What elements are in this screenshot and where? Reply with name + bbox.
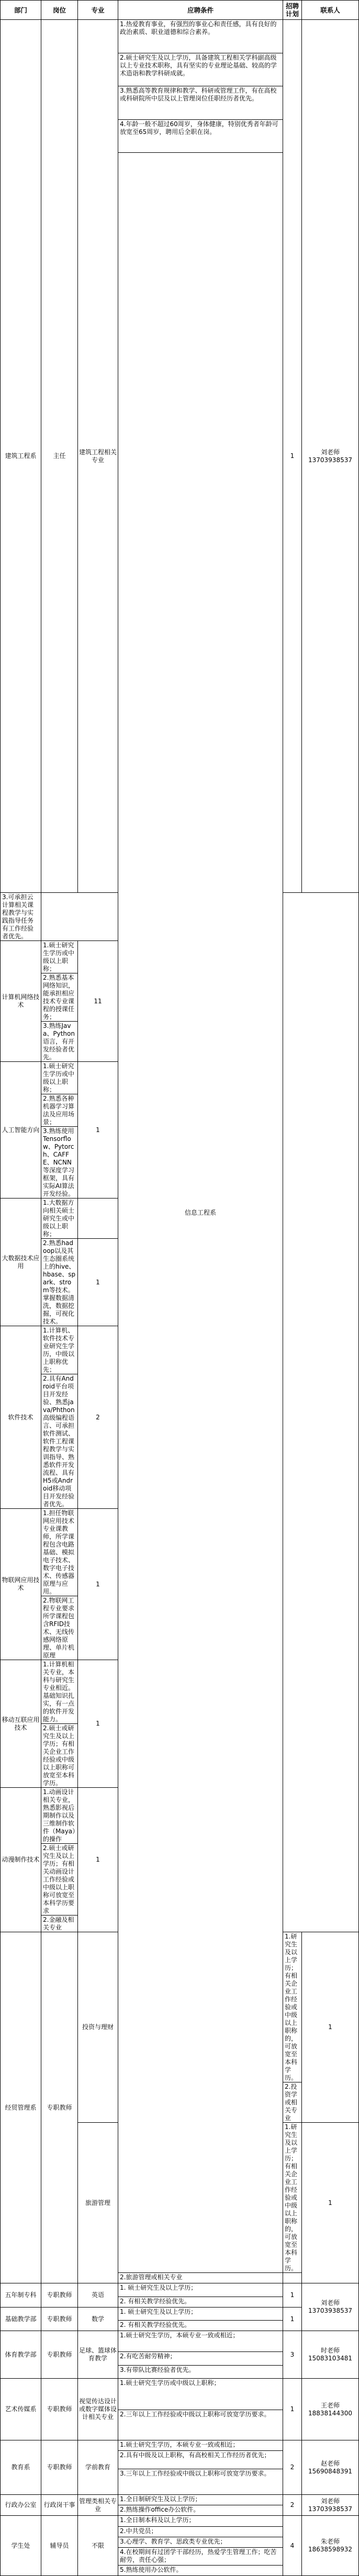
contact-name: 王老师 [320, 2401, 340, 2409]
condition-cell: 2.熟悉hadoop以及其生态圈系统上的hive、hbase、spark、strom等技术。掌握数据清洗，数据挖掘，可视化技术。 [41, 1239, 78, 1326]
condition-cell: 2.硕士或研究生及以上学历；有相关企业工作经验或中级以上职称可放宽至本科学历。 [41, 1724, 78, 1788]
post-cell: 专职教师 [41, 2308, 78, 2331]
contact-cell [302, 2440, 359, 2495]
major-cell: 管理类相关专业 [78, 2495, 118, 2516]
table-row [1, 2331, 359, 2352]
condition-cell: 5.熟练使用办公软件。 [118, 2566, 283, 2576]
condition-cell: 1.热爱教育事业，有强烈的事业心和责任感，具有良好的政治素质、职业道德和综合素养。 [118, 20, 283, 53]
condition-cell: 3.三年以上工作经验或中级以上职称可放宽学历要求。 [118, 2469, 283, 2495]
post-cell: 辅导员 [41, 2516, 78, 2576]
header-count: 招聘计划 [283, 1, 302, 20]
contact-phone: 18638598932 [308, 2546, 352, 2553]
contact-phone: 13703938537 [308, 456, 352, 464]
dept-cell: 体育教学部 [1, 2331, 41, 2379]
condition-cell: 4.在校期间有过团学干部经历，热爱学生管理工作；吃苦耐劳，责任心强； [118, 2548, 283, 2566]
major-cell: 英语 [78, 2283, 118, 2308]
condition-cell: 1.计算机相关专业，本科与研究生专业相近。基础知识扎实，有一点的软件开发能力。 [41, 1660, 78, 1724]
table-row [1, 2283, 359, 2297]
condition-cell: 3.熟练使用Tensorflow、Pytorch、CAFFE、NCNN等深度学习框架，具有实际AI算法开发经验。 [41, 1127, 78, 1199]
condition-cell: 3.熟悉高等教育规律和教学、科研或管理工作，有在高校或科研院所中层及以上管理岗位任职经历者优先。 [118, 86, 283, 120]
condition-cell: 2.具有中级及以上职称，有高校相关工作经历者优先； [118, 2451, 283, 2469]
count-cell: 1 [78, 1660, 118, 1788]
condition-cell: 1.硕士研究生学历或中级以上职称； [41, 1062, 78, 1094]
condition-cell: 1.硕士研究生学历，本硕专业一致或相近； [118, 2440, 283, 2451]
condition-cell: 2.三年以上工作经验或中级以上职称可放宽学历要求。 [118, 2410, 283, 2440]
count-cell: 11 [78, 941, 118, 1062]
major-cell: 移动互联应用技术 [1, 1660, 41, 1788]
condition-cell: 3.有带队比赛经验者优先。 [118, 2366, 283, 2379]
condition-cell: 2.物联网工程专业要求所学课程包含RFID技术、无线传感网络原理、单片机原理 [41, 1596, 78, 1660]
table-row [1, 2495, 359, 2505]
contact-cell [302, 2516, 359, 2576]
condition-cell: 2.中共党员； [118, 2527, 283, 2537]
contact-cell [302, 2283, 359, 2331]
major-cell: 大数据技术应用 [1, 1199, 41, 1326]
count-cell: 1 [302, 2123, 359, 2283]
contact-phone: 15083103481 [308, 2355, 352, 2362]
condition-cell: 2.投资学或相关专业 [283, 2082, 302, 2123]
header-cond: 应聘条件 [118, 1, 283, 20]
contact-phone: 13703938537 [308, 2505, 352, 2513]
condition-cell: 1.大数据方向相关硕士研究生或中级以上职称； [41, 1199, 78, 1239]
table-row [1, 2379, 359, 2410]
condition-cell: 1.担任物联网应用技术专业课教师，所学课程包含电路基础、模拟电子技术、数字电子技术、传感器原理与应用。 [41, 1509, 78, 1596]
condition-cell: 1.研究生及以上学历；有相关企业工作经验或中级以上职称的，可放宽至本科学历。 [283, 1932, 302, 2082]
condition-cell: 2.旅游管理或相关专业 [118, 2273, 283, 2283]
dept-cell: 艺术传媒系 [1, 2379, 41, 2440]
dept-cell: 学生处 [1, 2516, 41, 2576]
major-cell: 建筑工程相关专业 [78, 20, 118, 893]
condition-cell: 4.年龄一般不超过60周岁，身体健康，特别优秀者年龄可放宽至65周岁，聘用后全职在岗。 [118, 120, 283, 153]
major-cell: 足球、篮球体育教学 [78, 2331, 118, 2379]
condition-cell: 2.硕士研究生及以上学历，具备建筑工程相关学科副高级以上专业技术职称，具有坚实的专业理论基础、较高的学术造诣和教学科研成就。 [118, 53, 283, 86]
major-cell: 视觉传达设计或数字媒体设计相关专业 [78, 2379, 118, 2440]
header-row [1, 1, 359, 20]
condition-cell: 2.熟悉各种机器学习算法及应用场景； [41, 1094, 78, 1127]
contact-name: 朱老师 [320, 2538, 340, 2545]
contact-name: 刘老师 [320, 2497, 340, 2505]
header-post: 岗位 [41, 1, 78, 20]
count-cell: 2 [283, 2495, 302, 2516]
post-cell: 专职教师 [41, 2440, 78, 2495]
count-cell: 3 [283, 2331, 302, 2379]
dept-cell: 基础教学部 [1, 2308, 41, 2331]
dept-cell: 教育系 [1, 2440, 41, 2495]
dept-cell: 五年制专科 [1, 2283, 41, 2308]
count-cell: 1 [78, 1788, 118, 1932]
contact-name: 时老师 [320, 2347, 340, 2354]
dept-cell: 建筑工程系 [1, 20, 41, 893]
table-row [1, 20, 359, 53]
contact-phone: 13703938537 [308, 2307, 352, 2314]
contact-cell [302, 2331, 359, 2379]
contact-cell [302, 2379, 359, 2440]
table-row [1, 2516, 359, 2527]
condition-cell: 2. 有相关教学经验优先。 [118, 2321, 283, 2331]
count-cell: 4 [283, 2516, 302, 2576]
contact-phone: 15690848391 [308, 2467, 352, 2475]
count-cell: 2 [78, 1326, 118, 1509]
condition-cell: 2.熟练操作office办公软件。 [118, 2505, 283, 2516]
dept-cell: 信息工程系 [118, 153, 283, 2273]
post-cell: 专职教师 [41, 1932, 78, 2283]
condition-cell: 1.研究生及以上学历；有相关企业工作经验或中级以上职称的，可放宽至本科学历。 [283, 2123, 302, 2273]
major-cell: 学前教育 [78, 2440, 118, 2495]
condition-cell: 1.硕士研究生学历或中级以上职称； [41, 941, 78, 973]
condition-cell: 1.计算机、软件技术专业研究生学历，中级以上职称优先； [41, 1326, 78, 1374]
major-cell: 投资与理财 [78, 1932, 118, 2123]
count-cell: 1 [78, 1062, 118, 1199]
condition-cell: 3.可承担云计算相关课程教学与实践指导任务有工作经验者优先。 [1, 893, 41, 941]
condition-cell: 3.心理学、教育学、思政类专业优先； [118, 2537, 283, 2548]
major-cell: 数学 [78, 2308, 118, 2331]
contact-phone: 18838144300 [308, 2409, 352, 2417]
dept-cell: 行政办公室 [1, 2495, 41, 2516]
count-cell: 2 [283, 2440, 302, 2495]
major-cell: 不限 [78, 2516, 118, 2576]
header-dept: 部门 [1, 1, 41, 20]
condition-cell: 1.硕士研究生学历，本硕专业一致或相近； [118, 2331, 283, 2352]
count-cell: 1 [283, 2379, 302, 2440]
table-row [1, 2440, 359, 2451]
count-cell: 1 [78, 1509, 118, 1660]
post-cell: 专职教师 [41, 2379, 78, 2440]
major-cell: 人工智能方向 [1, 1062, 41, 1199]
count-cell: 1 [283, 2308, 302, 2331]
condition-cell: 1.硕士研究生学历或中级以上职称； [118, 2379, 283, 2410]
condition-cell: 3.熟练Java、Python语言，有开发经验者优先。 [41, 1022, 78, 1062]
count-cell: 1 [283, 2283, 302, 2308]
contact-name: 刘老师 [320, 448, 340, 456]
major-cell: 动漫制作技术 [1, 1788, 41, 1932]
post-cell: 主任 [41, 20, 78, 893]
contact-cell [302, 20, 359, 893]
condition-cell: 1.全日制研究生及以上学历； [118, 2495, 283, 2505]
condition-cell: 2.有吃苦耐劳精神； [118, 2352, 283, 2366]
post-cell: 专职教师 [41, 2283, 78, 2308]
condition-cell: 2. 有相关教学经验优先。 [118, 2297, 283, 2308]
major-cell: 软件技术 [1, 1326, 41, 1509]
contact-cell [302, 2495, 359, 2516]
major-cell: 计算机网络技术 [1, 941, 41, 1062]
post-cell: 专职教师 [41, 2331, 78, 2379]
condition-cell: 1. 硕士研究生及以上学历； [118, 2308, 283, 2321]
major-cell: 旅游管理 [78, 2123, 118, 2283]
major-cell: 物联网应用技术 [1, 1509, 41, 1660]
condition-cell: 2.熟悉基本网络知识，能承担相应技术专业课程的授课任务； [41, 973, 78, 1022]
post-cell: 行政岗干事 [41, 2495, 78, 2516]
table-body [1, 20, 359, 2576]
count-cell: 1 [283, 20, 302, 893]
condition-cell: 2.具有Android平台项目开发经验、熟悉java/Phthon高级编程语言、可承担软件测试、软件工程课程教学与实训指导、熟悉软件开发流程、具有H5或Android移动项目开发经验者优先。 [41, 1374, 78, 1509]
condition-cell: 1.全日制本科及以上学历； [118, 2516, 283, 2527]
condition-cell: 1.动画设计相关专业，熟悉影视后期制作以及三维制作软件（Maya）的操作 [41, 1788, 78, 1844]
count-cell: 1 [302, 1932, 359, 2123]
header-contact: 联系人 [302, 1, 359, 20]
contact-name: 赵老师 [320, 2459, 340, 2467]
condition-cell: 1. 硕士研究生及以上学历； [118, 2283, 283, 2297]
condition-cell: 2.金融及相关专业 [41, 1916, 78, 1932]
contact-name: 刘老师 [320, 2299, 340, 2306]
condition-cell: 2.硕士或研究生及以上学历；有相关动画设计工作经验或中级以上职称可放宽至本科学历要求 [41, 1844, 78, 1916]
header-major: 专业 [78, 1, 118, 20]
dept-cell: 经贸管理系 [1, 1932, 41, 2283]
count-cell: 1 [78, 1239, 118, 1326]
